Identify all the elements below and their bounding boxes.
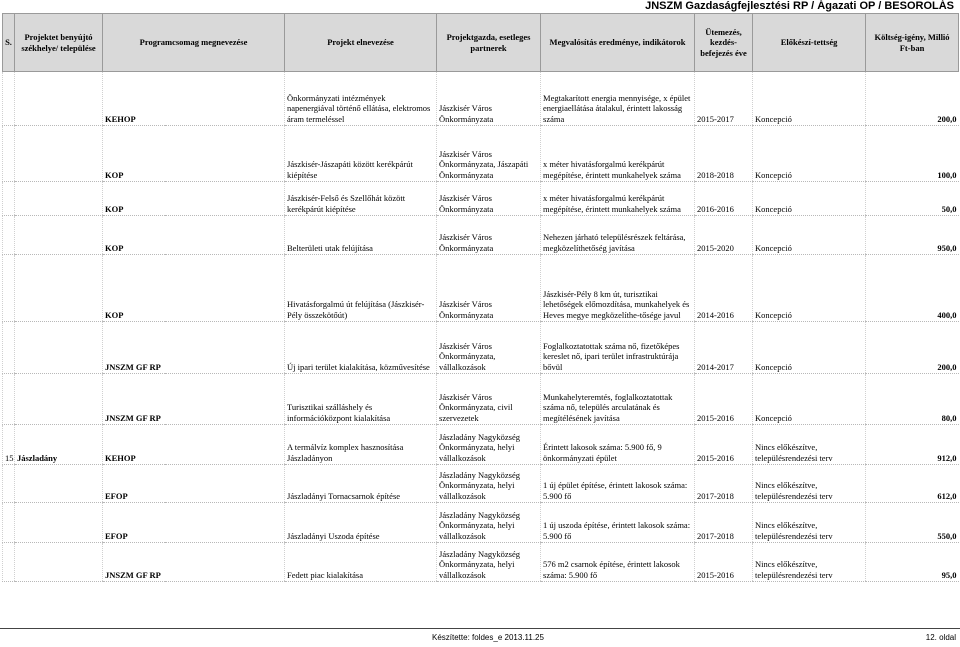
row-fund: JNSZM GF RP (103, 322, 285, 374)
row-result: x méter hivatásforgalmú kerékpárút megépítése, érintett munkahelyek száma (541, 182, 695, 216)
row-prep: Nincs előkészítve, településrendezési terv (753, 425, 866, 465)
row-owner: Jászkisér Város Önkormányzata, civil szervezetek (437, 374, 541, 425)
row-owner: Jászkisér Város Önkormányzata (437, 255, 541, 322)
row-number (3, 182, 15, 216)
row-result: Jászkisér-Pély 8 km út, turisztikai lehetőségek előmozdítása, munkahelyek és Heves megye megközelíthe-tősége javul (541, 255, 695, 322)
row-seat (15, 465, 103, 503)
row-prep: Koncepció (753, 72, 866, 126)
row-fund: EFOP (103, 465, 285, 503)
table-row (3, 425, 959, 465)
row-prep: Koncepció (753, 255, 866, 322)
header-prep: Előkészí-tettség (753, 14, 866, 72)
row-owner: Jászladány Nagyközség Önkormányzata, helyi vállalkozások (437, 425, 541, 465)
row-seat (15, 543, 103, 582)
row-owner: Jászkisér Város Önkormányzata, Jászapáti Önkormányzata (437, 126, 541, 182)
row-title: Jászkisér-Jászapáti között kerékpárút kiépítése (285, 126, 437, 182)
row-fund: KOP (103, 216, 285, 255)
header-result: Megvalósítás eredménye, indikátorok (541, 14, 695, 72)
row-seat (15, 322, 103, 374)
header-seat: Projektet benyújtó székhelye/ települése (15, 14, 103, 72)
row-cost: 912,0 (866, 425, 959, 465)
banner-text: JNSZM Gazdaságfejlesztési RP / Ágazati OP / BESOROLÁS (645, 0, 954, 12)
row-title: Jászkisér-Felső és Szellőhát között kerékpárút kiépítése (285, 182, 437, 216)
table-header-row (3, 14, 959, 72)
footer-page-number: 12. oldal (925, 633, 956, 642)
row-title: A termálvíz komplex hasznosítása Jászladányon (285, 425, 437, 465)
row-schedule: 2015-2016 (695, 374, 753, 425)
row-fund: KOP (103, 182, 285, 216)
project-table (2, 13, 959, 582)
page-footer (0, 628, 960, 647)
header-program: Programcsomag megnevezése (103, 14, 285, 72)
row-schedule: 2018-2018 (695, 126, 753, 182)
row-fund: KEHOP (103, 72, 285, 126)
row-owner: Jászkisér Város Önkormányzata (437, 182, 541, 216)
row-owner: Jászkisér Város Önkormányzata (437, 216, 541, 255)
row-cost: 80,0 (866, 374, 959, 425)
row-title: Jászladányi Uszoda építése (285, 503, 437, 543)
row-schedule: 2015-2016 (695, 543, 753, 582)
row-result: 576 m2 csarnok építése, érintett lakosok száma: 5.900 fő (541, 543, 695, 582)
row-number (3, 503, 15, 543)
row-schedule: 2014-2017 (695, 322, 753, 374)
row-number (3, 374, 15, 425)
row-number (3, 543, 15, 582)
row-prep: Koncepció (753, 126, 866, 182)
row-seat (15, 374, 103, 425)
table-row (3, 503, 959, 543)
row-number (3, 465, 15, 503)
row-owner: Jászkisér Város Önkormányzata (437, 72, 541, 126)
header-schedule: Ütemezés, kezdés-befejezés éve (695, 14, 753, 72)
row-number (3, 72, 15, 126)
row-cost: 95,0 (866, 543, 959, 582)
row-title: Fedett piac kialakítása (285, 543, 437, 582)
row-number: 15 (3, 425, 15, 465)
row-schedule: 2017-2018 (695, 503, 753, 543)
row-number (3, 126, 15, 182)
row-seat (15, 126, 103, 182)
table-row (3, 374, 959, 425)
row-schedule: 2015-2020 (695, 216, 753, 255)
table-row (3, 465, 959, 503)
header-sn: S. (3, 14, 15, 72)
table-row (3, 216, 959, 255)
row-fund: EFOP (103, 503, 285, 543)
row-prep: Nincs előkészítve, településrendezési terv (753, 503, 866, 543)
row-fund: KOP (103, 255, 285, 322)
row-fund: KOP (103, 126, 285, 182)
row-seat (15, 182, 103, 216)
row-result: x méter hivatásforgalmú kerékpárút megépítése, érintett munkahelyek száma (541, 126, 695, 182)
row-title: Hivatásforgalmú út felújítása (Jászkisér-Pély összekötőút) (285, 255, 437, 322)
row-cost: 200,0 (866, 322, 959, 374)
row-result: Megtakarított energia mennyisége, x épület energiaellátása átalakul, érintett lakosság száma (541, 72, 695, 126)
row-title: Turisztikai szálláshely és információközpont kialakítása (285, 374, 437, 425)
row-schedule: 2014-2016 (695, 255, 753, 322)
row-schedule: 2015-2016 (695, 425, 753, 465)
row-number (3, 216, 15, 255)
row-owner: Jászladány Nagyközség Önkormányzata, helyi vállalkozások (437, 503, 541, 543)
footer-author: Készítette: foldes_e 2013.11.25 (432, 633, 544, 642)
row-result: Nehezen járható településrészek feltárása, megközelíthetőség javítása (541, 216, 695, 255)
row-prep: Nincs előkészítve, településrendezési terv (753, 465, 866, 503)
row-cost: 50,0 (866, 182, 959, 216)
row-cost: 550,0 (866, 503, 959, 543)
table-row (3, 126, 959, 182)
row-result: 1 új épület építése, érintett lakosok száma: 5.900 fő (541, 465, 695, 503)
row-prep: Koncepció (753, 322, 866, 374)
row-schedule: 2015-2017 (695, 72, 753, 126)
header-owner: Projektgazda, esetleges partnerek (437, 14, 541, 72)
table-row (3, 255, 959, 322)
row-owner: Jászladány Nagyközség Önkormányzata, helyi vállalkozások (437, 543, 541, 582)
row-title: Belterületi utak felújítása (285, 216, 437, 255)
table-row (3, 322, 959, 374)
row-owner: Jászladány Nagyközség Önkormányzata, helyi vállalkozások (437, 465, 541, 503)
row-prep: Koncepció (753, 374, 866, 425)
row-cost: 950,0 (866, 216, 959, 255)
header-cost: Költség-igény, Millió Ft-ban (866, 14, 959, 72)
document-banner (0, 0, 960, 13)
row-prep: Nincs előkészítve, településrendezési terv (753, 543, 866, 582)
header-title: Projekt elnevezése (285, 14, 437, 72)
row-fund: JNSZM GF RP (103, 374, 285, 425)
row-cost: 400,0 (866, 255, 959, 322)
row-title: Új ipari terület kialakítása, közművesítése (285, 322, 437, 374)
row-fund: KEHOP (103, 425, 285, 465)
row-schedule: 2016-2016 (695, 182, 753, 216)
row-seat (15, 72, 103, 126)
row-seat (15, 503, 103, 543)
row-title: Jászladányi Tornacsarnok építése (285, 465, 437, 503)
row-prep: Koncepció (753, 216, 866, 255)
row-seat: Jászladány (15, 425, 103, 465)
row-schedule: 2017-2018 (695, 465, 753, 503)
row-result: Érintett lakosok száma: 5.900 fő, 9 önkormányzati épület (541, 425, 695, 465)
row-prep: Koncepció (753, 182, 866, 216)
table-row (3, 72, 959, 126)
row-seat (15, 216, 103, 255)
row-seat (15, 255, 103, 322)
table-row (3, 182, 959, 216)
table-row (3, 543, 959, 582)
row-result: Foglalkoztatottak száma nő, fizetőképes kereslet nő, ipari terület infrastruktúrája bővül (541, 322, 695, 374)
row-cost: 612,0 (866, 465, 959, 503)
row-number (3, 322, 15, 374)
row-cost: 200,0 (866, 72, 959, 126)
row-result: 1 új uszoda építése, érintett lakosok száma: 5.900 fő (541, 503, 695, 543)
row-result: Munkahelyteremtés, foglalkoztatottak száma nő, település arculatának és megítélésének javítása (541, 374, 695, 425)
row-owner: Jászkisér Város Önkormányzata, vállalkozások (437, 322, 541, 374)
row-cost: 100,0 (866, 126, 959, 182)
row-fund: JNSZM GF RP (103, 543, 285, 582)
row-title: Önkormányzati intézmények napenergiával történő ellátása, elektromos áram termeléssel (285, 72, 437, 126)
row-number (3, 255, 15, 322)
